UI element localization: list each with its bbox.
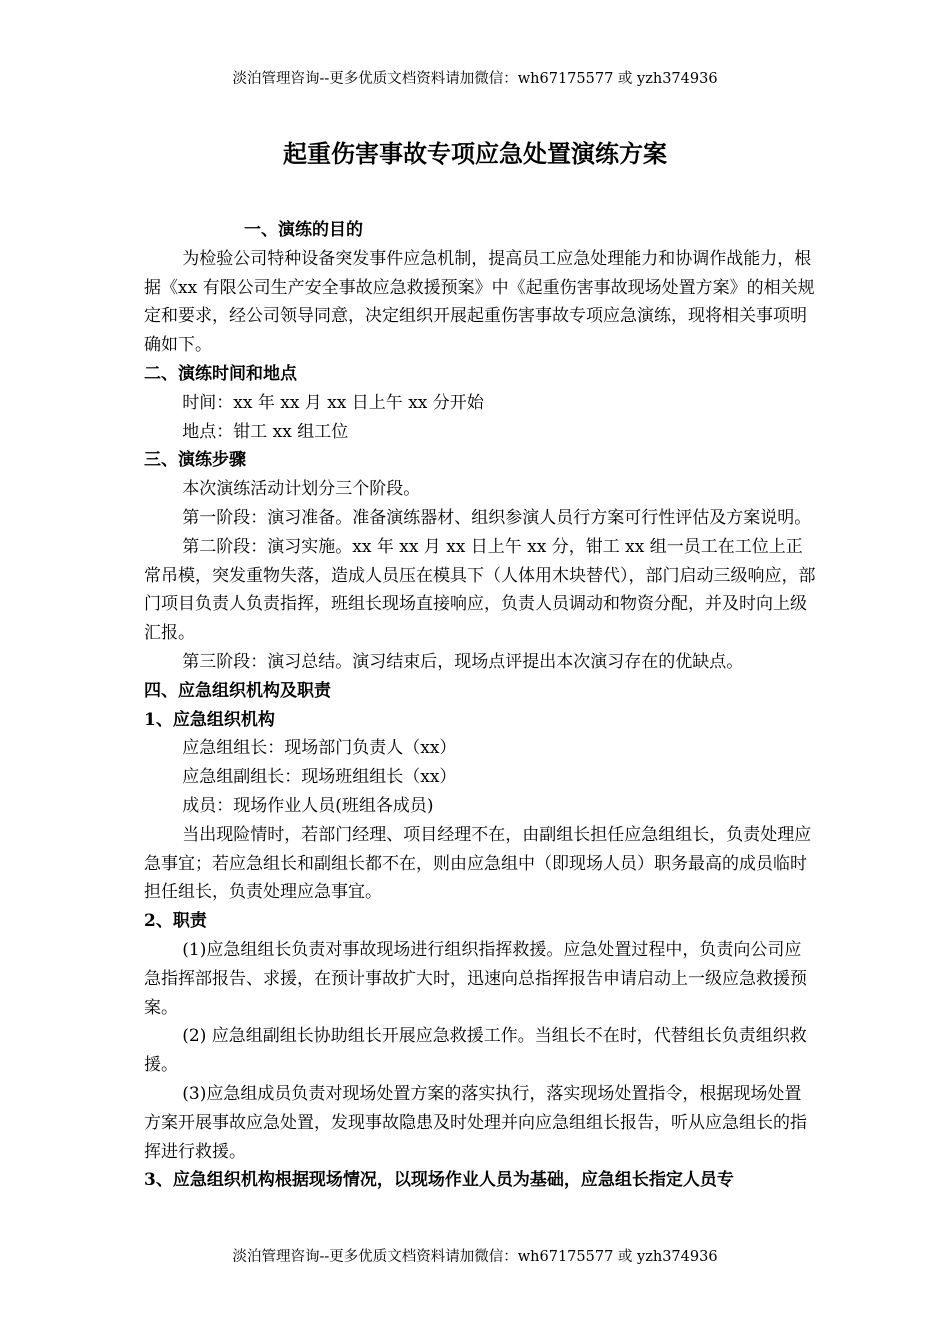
section-3-heading: 三、演练步骤 bbox=[144, 450, 246, 471]
subsection-4-1-heading: 1、应急组织机构 bbox=[144, 709, 275, 730]
drill-time: 时间：xx 年 xx 月 xx 日上午 xx 分开始 bbox=[182, 392, 484, 413]
subsection-4-2-heading: 2、职责 bbox=[144, 911, 207, 932]
drill-place: 地点：钳工 xx 组工位 bbox=[182, 421, 349, 442]
section-4-heading: 四、应急组织机构及职责 bbox=[144, 680, 331, 701]
stage-2: 第二阶段：演习实施。xx 年 xx 月 xx 日上午 xx 分，钳工 xx 组一员工在工位上正常吊模，突发重物失落，造成人员压在模具下（人体用木块替代），部门启动三级响应，部门项目负责人负责指挥，班组长现场直接响应，负责人员调动和物资分配，并及时向上级汇报。 bbox=[144, 536, 816, 644]
stage-1: 第一阶段：演习准备。准备演练器材、组织参演人员行方案可行性评估及方案说明。 bbox=[182, 507, 812, 528]
page-footer: 淡泊管理咨询--更多优质文档资料请加微信：wh67175577 或 yzh374936 bbox=[232, 1249, 718, 1265]
team-leader: 应急组组长：现场部门负责人（xx） bbox=[182, 738, 457, 759]
duty-1: (1)应急组组长负责对事故现场进行组织指挥救援。应急处置过程中，负责向公司应急指挥部报告、求援，在预计事故扩大时，迅速向总指挥报告申请启动上一级应急救援预案。 bbox=[144, 939, 807, 1018]
team-deputy: 应急组副组长：现场班组组长（xx） bbox=[182, 767, 457, 788]
duty-3: (3)应急组成员负责对现场处置方案的落实执行，落实现场处置指令，根据现场处置方案开展事故应急处置，发现事故隐患及时处理并向应急组组长报告，听从应急组长的指挥进行救援。 bbox=[144, 1083, 807, 1162]
team-members: 成员：现场作业人员(班组各成员) bbox=[182, 795, 434, 816]
page-header: 淡泊管理咨询--更多优质文档资料请加微信：wh67175577 或 yzh374936 bbox=[232, 71, 718, 87]
duty-2: (2) 应急组副组长协助组长开展应急救援工作。当组长不在时，代替组长负责组织救援。 bbox=[144, 1026, 807, 1076]
section-1-paragraph: 为检验公司特种设备突发事件应急机制，提高员工应急处理能力和协调作战能力，根据《xx 有限公司生产安全事故应急救援预案》中《起重伤害事故现场处置方案》的相关规定和要求，经公司领导同意，决定组织开展起重伤害事故专项应急演练，现将相关事项明确如下。 bbox=[144, 248, 815, 356]
substitution-paragraph: 当出现险情时，若部门经理、项目经理不在，由副组长担任应急组组长，负责处理应急事宜；若应急组长和副组长都不在，则由应急组中（即现场人员）职务最高的成员临时担任组长，负责处理应急事宜。 bbox=[144, 824, 812, 903]
subsection-4-3-heading: 3、应急组织机构根据现场情况，以现场作业人员为基础，应急组长指定人员专 bbox=[144, 1170, 734, 1191]
document-body bbox=[144, 216, 816, 1195]
section-2-heading: 二、演练时间和地点 bbox=[144, 363, 297, 384]
document-title: 起重伤害事故专项应急处置演练方案 bbox=[283, 139, 667, 168]
stage-3: 第三阶段：演习总结。演习结束后，现场点评提出本次演习存在的优缺点。 bbox=[182, 651, 744, 672]
section-1-heading: 一、演练的目的 bbox=[244, 220, 363, 240]
stages-intro: 本次演练活动计划分三个阶段。 bbox=[182, 479, 421, 500]
